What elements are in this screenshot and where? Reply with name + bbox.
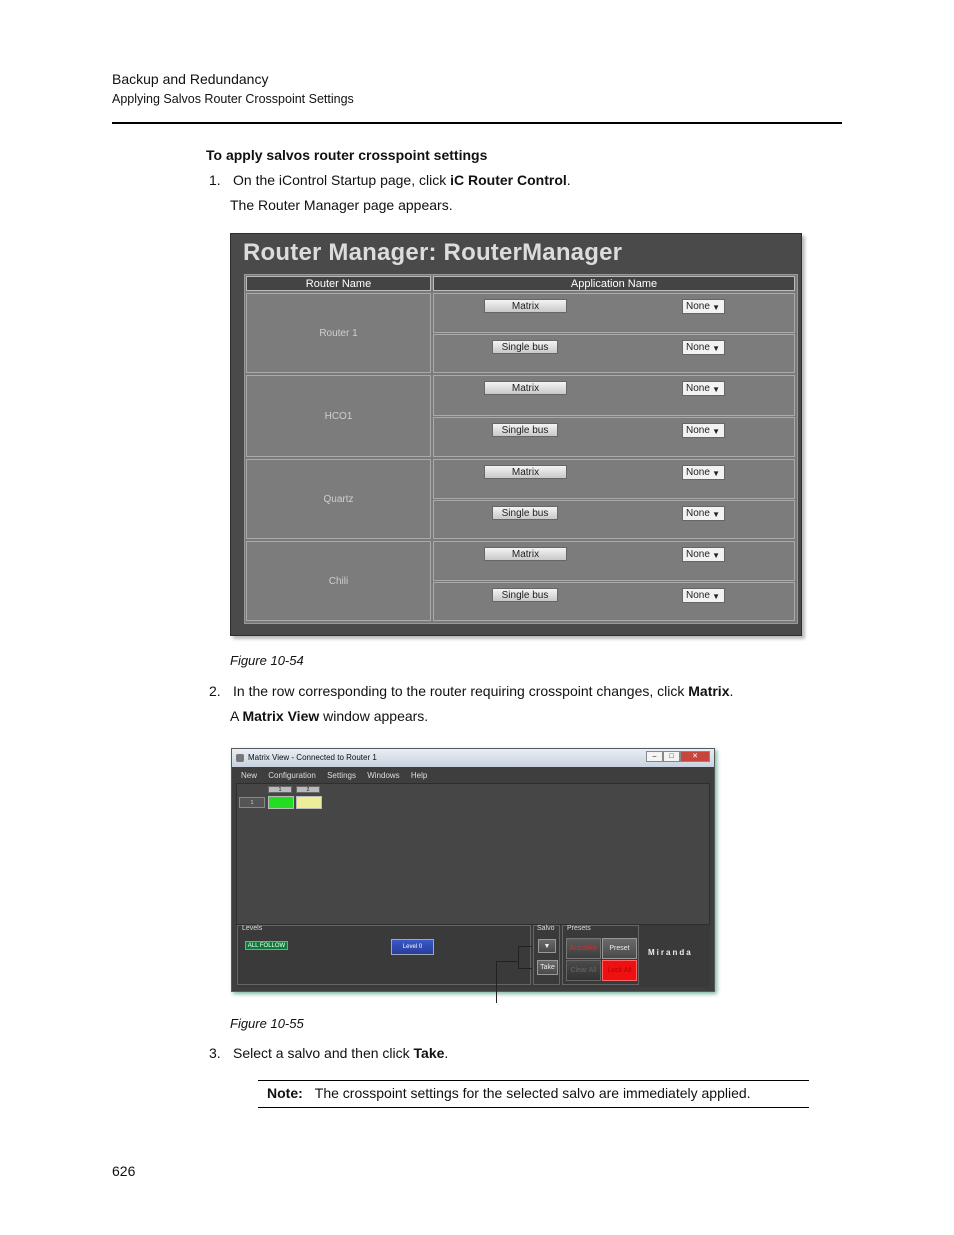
section-header: Applying Salvos Router Crosspoint Settings — [112, 92, 354, 106]
select-value: None — [686, 590, 710, 601]
app-cell-matrix — [433, 541, 795, 581]
step-1-bold: iC Router Control — [450, 172, 567, 188]
callout-line — [496, 961, 518, 962]
single-bus-button[interactable]: Single bus — [492, 506, 558, 520]
app-cell-single-bus — [433, 582, 795, 621]
single-bus-button[interactable]: Single bus — [492, 423, 558, 437]
select-value: None — [686, 342, 710, 353]
figure-caption: Figure 10-54 — [230, 653, 304, 668]
matrix-button[interactable]: Matrix — [484, 381, 567, 395]
dropdown-arrow-icon: ▼ — [712, 510, 720, 519]
callout-arrow — [518, 968, 532, 969]
router-name-cell: Router 1 — [246, 293, 431, 373]
miranda-logo: Miranda — [648, 948, 693, 957]
single-bus-button[interactable]: Single bus — [492, 340, 558, 354]
procedure-title: To apply salvos router crosspoint settings — [206, 147, 488, 163]
step-3-pre: Select a salvo and then click — [233, 1045, 414, 1061]
router-manager-screenshot — [230, 233, 802, 636]
select-value: None — [686, 383, 710, 394]
step-3-bold: Take — [413, 1045, 445, 1061]
app-cell-single-bus — [433, 500, 795, 539]
select-value: None — [686, 301, 710, 312]
menu-settings[interactable]: Settings — [327, 771, 356, 780]
levels-label: Levels — [242, 925, 263, 932]
presets-panel — [562, 925, 639, 985]
maximize-icon[interactable]: □ — [663, 751, 680, 762]
step-3-post: . — [444, 1045, 449, 1061]
column-application-name: Application Name — [433, 276, 795, 291]
lock-all-button[interactable]: Lock All — [602, 960, 637, 981]
level-0-button[interactable]: Level 0 — [391, 939, 434, 955]
header-rule — [112, 122, 842, 124]
matrix-grid — [236, 783, 710, 925]
app-cell-single-bus — [433, 417, 795, 457]
matrix-app-select[interactable] — [682, 299, 725, 314]
dropdown-arrow-icon: ▼ — [712, 592, 720, 601]
step-3-text — [233, 1045, 448, 1061]
step-1-post: . — [566, 172, 571, 188]
step-2-result-bold: Matrix View — [242, 708, 320, 724]
autotake-button[interactable]: Autotake — [566, 938, 601, 959]
dropdown-arrow-icon: ▼ — [712, 469, 720, 478]
column-header-1: 1 — [268, 786, 292, 793]
step-2-text — [233, 683, 733, 699]
preset-button[interactable]: Preset — [602, 938, 637, 959]
single-bus-app-select[interactable] — [682, 423, 725, 438]
column-header-2: 2 — [296, 786, 320, 793]
app-cell-matrix — [433, 375, 795, 416]
salvo-panel — [533, 925, 560, 985]
salvo-label: Salvo — [537, 925, 555, 932]
app-cell-single-bus — [433, 334, 795, 373]
app-icon — [236, 754, 244, 762]
matrix-button[interactable]: Matrix — [484, 299, 567, 313]
step-2-result — [230, 708, 428, 724]
callout-line — [518, 946, 519, 969]
callout-arrow — [518, 946, 532, 947]
presets-label: Presets — [567, 925, 591, 932]
window-title: Matrix View - Connected to Router 1 — [248, 753, 377, 762]
single-bus-app-select[interactable] — [682, 340, 725, 355]
step-2-post: . — [729, 683, 734, 699]
select-value: None — [686, 425, 710, 436]
figure-caption: Figure 10-55 — [230, 1016, 304, 1031]
page-number: 626 — [112, 1163, 136, 1179]
step-2-number: 2. — [209, 683, 221, 699]
matrix-app-select[interactable] — [682, 381, 725, 396]
levels-panel — [237, 925, 531, 985]
router-name-cell: HCO1 — [246, 375, 431, 457]
step-1-number: 1. — [209, 172, 221, 188]
note-text: The crosspoint settings for the selected salvo are immediately applied. — [314, 1085, 751, 1101]
step-3-number: 3. — [209, 1045, 221, 1061]
note-rule-bottom — [258, 1107, 809, 1108]
select-value: None — [686, 549, 710, 560]
single-bus-button[interactable]: Single bus — [492, 588, 558, 602]
step-2-pre: In the row corresponding to the router requiring crosspoint changes, click — [233, 683, 689, 699]
salvo-dropdown-icon[interactable]: ▼ — [538, 939, 556, 953]
router-name-cell: Chili — [246, 541, 431, 621]
crosspoint-cell-yellow[interactable] — [296, 796, 322, 809]
single-bus-app-select[interactable] — [682, 506, 725, 521]
menu-windows[interactable]: Windows — [367, 771, 400, 780]
chapter-header: Backup and Redundancy — [112, 71, 269, 87]
dropdown-arrow-icon: ▼ — [712, 303, 720, 312]
matrix-button[interactable]: Matrix — [484, 547, 567, 561]
bottom-panel — [236, 925, 710, 987]
menu-help[interactable]: Help — [410, 771, 428, 780]
step-2-result-pre: A — [230, 708, 243, 724]
callout-line — [496, 961, 497, 1003]
dropdown-arrow-icon: ▼ — [712, 551, 720, 560]
select-value: None — [686, 467, 710, 478]
take-button[interactable]: Take — [537, 960, 558, 975]
dropdown-arrow-icon: ▼ — [712, 344, 720, 353]
matrix-view-screenshot — [231, 748, 715, 992]
matrix-app-select[interactable] — [682, 465, 725, 480]
matrix-button[interactable]: Matrix — [484, 465, 567, 479]
step-2-bold: Matrix — [688, 683, 730, 699]
close-icon[interactable]: ✕ — [680, 751, 710, 762]
menu-bar — [236, 769, 710, 782]
dropdown-arrow-icon: ▼ — [712, 385, 720, 394]
dropdown-arrow-icon: ▼ — [712, 427, 720, 436]
app-cell-matrix — [433, 293, 795, 333]
select-value: None — [686, 508, 710, 519]
step-1-text — [233, 172, 571, 188]
column-router-name: Router Name — [246, 276, 431, 291]
menu-configuration[interactable]: Configuration — [268, 771, 316, 780]
step-1-result: The Router Manager page appears. — [230, 197, 453, 213]
step-1-pre: On the iControl Startup page, click — [233, 172, 451, 188]
router-manager-title: Router Manager: RouterManager — [243, 239, 623, 266]
note-box — [267, 1085, 751, 1101]
row-header-1: 1 — [239, 797, 265, 808]
minimize-icon[interactable]: – — [646, 751, 663, 762]
window-titlebar — [232, 749, 714, 767]
clear-all-button[interactable]: Clear All — [566, 960, 601, 981]
single-bus-app-select[interactable] — [682, 588, 725, 603]
router-table — [244, 274, 798, 624]
note-rule-top — [258, 1080, 809, 1081]
app-cell-matrix — [433, 459, 795, 499]
menu-new[interactable]: New — [241, 771, 258, 780]
step-2-result-post: window appears. — [319, 708, 429, 724]
all-follow-button[interactable]: ALL FOLLOW — [245, 941, 288, 950]
crosspoint-cell-green[interactable] — [268, 796, 294, 809]
matrix-app-select[interactable] — [682, 547, 725, 562]
note-label: Note: — [267, 1085, 303, 1101]
router-name-cell: Quartz — [246, 459, 431, 539]
